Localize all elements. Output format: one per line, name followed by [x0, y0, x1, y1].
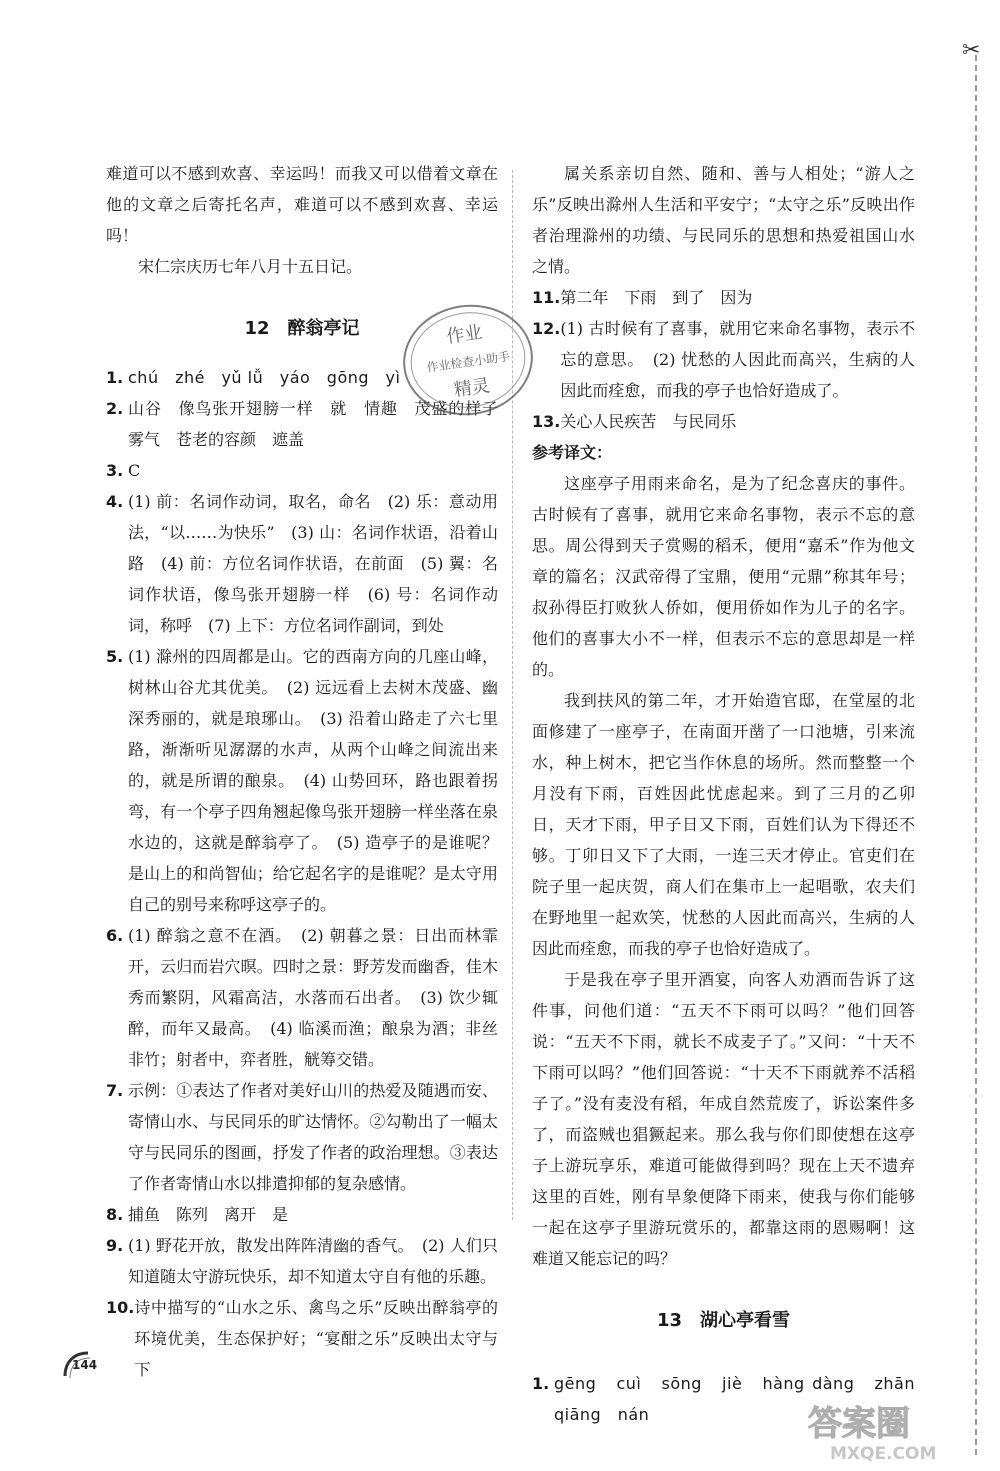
item-number: 1. — [106, 368, 124, 387]
answer-item — [532, 313, 915, 406]
item-number: 8. — [106, 1205, 124, 1224]
item-number: 10. — [106, 1298, 135, 1317]
watermark-url: MXQE.COM — [830, 1444, 937, 1464]
item-number: 3. — [106, 461, 124, 480]
item-text: 第二年 下雨 到了 因为 — [560, 288, 753, 307]
item-number: 9. — [106, 1236, 124, 1255]
item-text: 关心人民疾苦 与民同乐 — [560, 412, 737, 431]
intro-paragraph: 难道可以不感到欢喜、幸运吗！而我又可以借着文章在他的文章之后寄托名声，难道可以不感到欢喜、幸运吗！ — [106, 164, 498, 245]
answer-item — [106, 486, 498, 641]
answer-item — [106, 1199, 498, 1230]
item-text: C — [128, 461, 141, 480]
translation-paragraph: 于是我在亭子里开酒宴，向客人劝酒而告诉了这件事，问他们道：“五天不下雨可以吗？”他们回答说：“五天不下雨，就长不成麦子了。”又问：“十天不下雨可以吗？”他们回答说：“十天不下雨就养不活稻子了。”没有麦没有稻，年成自然荒废了，诉讼案件多了，而盗贼也猖獗起来。那么我与你们即使想在这亭子上游玩享乐，难道可能做得到吗？现在上天不遗弃这里的百姓，刚有旱象便降下雨来，使我与你们能够一起在这亭子里游玩赏乐的，都靠这雨的恩赐啊！这难道又能忘记的吗？ — [532, 970, 915, 1268]
cut-line — [975, 55, 977, 1455]
item-text: chú zhé yǔ lǚ yáo gōng yì — [128, 368, 401, 387]
scissors-icon: ✂ — [962, 38, 981, 63]
item-number: 13. — [532, 412, 561, 431]
section-12-title: 12 醉翁亭记 — [244, 318, 360, 339]
item-number: 1. — [532, 1374, 550, 1393]
item-text: 山谷 像鸟张开翅膀一样 就 情趣 茂盛的样子 雾气 苍老的容颜 遮盖 — [128, 399, 515, 449]
translation-paragraph: 我到扶风的第二年，才开始造官邸，在堂屋的北面修建了一座亭子，在南面开凿了一口池塘，引来流水，种上树木，把它当作休息的场所。然而整整一个月没有下雨，百姓因此忧虑起来。到了三月的乙卯日，天才下雨，甲子日又下雨，百姓们认为下得还不够。丁卯日又下了大雨，一连三天才停止。官吏们在院子里一起庆贺，商人们在集市上一起唱歌，农夫们在野地里一起欢笑，忧愁的人因此而高兴，生病的人因此而痊愈，而我的亭子也恰好造成了。 — [532, 691, 915, 958]
item-number: 7. — [106, 1081, 124, 1100]
stamp-line2: 作业检查小助手 — [425, 349, 511, 375]
answer-item — [106, 1292, 498, 1385]
translation-label: 参考译文： — [532, 443, 613, 462]
answer-item — [106, 920, 498, 1075]
answer-item — [106, 1230, 498, 1292]
translation-paragraph: 这座亭子用雨来命名，是为了纪念喜庆的事件。古时候有了喜事，就用它来命名事物，表示不忘的意思。周公得到天子赏赐的稻禾，便用“嘉禾”作为他文章的篇名；汉武帝得了宝鼎，便用“元鼎”称其年号；叔孙得臣打败狄人侨如，便用侨如作为儿子的名字。他们的喜事大小不一样，但表示不忘的意思却是一样的。 — [532, 474, 915, 679]
item-number: 12. — [532, 319, 561, 338]
item-text: 示例：①表达了作者对美好山川的热爱及随遇而安、寄情山水、与民同乐的旷达情怀。②勾勒出了一幅太守与民同乐的图画，抒发了作者的政治理想。③表达了作者寄情山水以排遣抑郁的复杂感情。 — [128, 1081, 498, 1193]
item-text: 诗中描写的“山水之乐、禽鸟之乐”反映出醉翁亭的环境优美，生态保护好；“宴酣之乐”反映出太守与下 — [134, 1298, 498, 1379]
item-number: 2. — [106, 399, 124, 418]
item-text: (1) 滁州的四周都是山。它的西南方向的几座山峰，树林山谷尤其优美。 (2) 远远看上去树木茂盛、幽深秀丽的，就是琅琊山。 (3) 沿着山路走了六七里路，渐渐听见潺潺的水声，从两个山峰之间流出来的，就是所谓的酿泉。 (4) 山势回环，路也跟着拐弯，有一个亭子四角翘起像鸟张开翅膀一样坐落在泉水边的，这就是醉翁亭了。 (5) 造亭子的是谁呢？是山上的和尚智仙；给它起名字的是谁呢？是太守用自己的别号来称呼这亭子的。 — [128, 647, 498, 914]
section-13-title: 13 湖心亭看雪 — [656, 1310, 791, 1331]
item-number: 4. — [106, 492, 124, 511]
item-text: 捕鱼 陈列 离开 是 — [128, 1205, 289, 1224]
item-number: 11. — [532, 288, 561, 307]
page-number — [62, 1350, 96, 1380]
item-text: (1) 野花开放，散发出阵阵清幽的香气。 (2) 人们只知道随太守游玩快乐，却不知道太守自有他的乐趣。 — [128, 1236, 498, 1286]
stamp — [390, 291, 545, 429]
page-number-text: 144 — [72, 1358, 98, 1372]
answer-item — [532, 282, 915, 313]
answer-item — [532, 406, 915, 437]
answer-item — [106, 1075, 498, 1199]
item-text: (1) 醉翁之意不在酒。 (2) 朝暮之景：日出而林霏开，云归而岩穴暝。四时之景：野芳发而幽香，佳木秀而繁阴，风霜高洁，水落而石出者。 (3) 饮少辄醉，而年又最高。 (4) 临溪而渔；酿泉为酒；非丝非竹；射者中，弈者胜，觥筹交错。 — [128, 926, 498, 1069]
item-number: 6. — [106, 926, 124, 945]
stamp-line3: 精灵 — [452, 375, 492, 402]
item-text: (1) 前：名词作动词，取名，命名 (2) 乐：意动用法，“以……为快乐” (3) 山：名词作状语，沿着山路 (4) 前：方位名词作状语，在前面 (5) 翼：名词作状语，像鸟张开翅膀一样 (6) 号：名词作动词，称呼 (7) 上下：方位名词作副词，到处 — [128, 492, 498, 635]
item-10-continuation: 属关系亲切自然、随和、善与人相处；“游人之乐”反映出滁州人生活和平安宁；“太守之乐”反映出作者治理滁州的功绩、与民同乐的思想和热爱祖国山水之情。 — [532, 164, 915, 276]
right-column — [532, 158, 932, 1430]
item-text: (1) 古时候有了喜事，就用它来命名事物，表示不忘的意思。 (2) 忧愁的人因此而高兴，生病的人因此而痊愈，而我的亭子也恰好造成了。 — [560, 319, 915, 400]
item-number: 5. — [106, 647, 124, 666]
item-text: gēng cuì sōng jiè hàng dàng zhān qiāng nán — [554, 1374, 932, 1424]
watermark-text: 答案圈 — [808, 1404, 910, 1444]
answer-item — [106, 641, 498, 920]
intro-date: 宋仁宗庆历七年八月十五日记。 — [138, 257, 363, 276]
stamp-line1: 作业 — [445, 321, 484, 348]
answer-item — [106, 455, 498, 486]
watermark-logo — [800, 1395, 990, 1465]
